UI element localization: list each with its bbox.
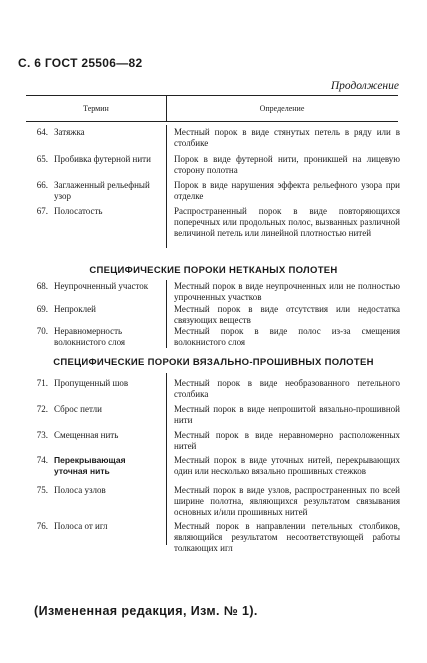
- term-number: 68.: [36, 281, 48, 291]
- term-number: 69.: [36, 304, 48, 314]
- term-name: Смещенная нить: [54, 430, 119, 440]
- term-definition: Местный порок в виде необразованного петельного столбика: [174, 378, 400, 399]
- term-name: Заглаженный рельефный узор: [54, 180, 150, 201]
- section-title-stitch-bonded: СПЕЦИФИЧЕСКИЕ ПОРОКИ ВЯЗАЛЬНО-ПРОШИВНЫХ ПОЛОТЕН: [53, 357, 374, 368]
- table-top-rule: [26, 95, 398, 96]
- term-definition: Местный порок в виде отсутствия или недостатка связующих веществ: [174, 304, 400, 325]
- term-number: 76.: [36, 521, 48, 531]
- continuation-label: Продолжение: [330, 80, 399, 92]
- term-number: 72.: [36, 404, 48, 414]
- term-name: Непроклей: [54, 304, 96, 314]
- term-number: 75.: [36, 485, 48, 495]
- term-name: Перекрывающая уточная нить: [54, 455, 126, 476]
- term-definition: Порок в виде футерной нити, проникшей на лицевую сторону полотна: [174, 154, 400, 175]
- header-definition: Определение: [259, 104, 305, 113]
- term-number: 71.: [36, 378, 48, 388]
- header-term: Термин: [83, 104, 109, 113]
- term-definition: Порок в виде нарушения эффекта рельефного узора при отделке: [174, 180, 400, 201]
- term-number: 67.: [36, 206, 48, 216]
- term-definition: Местный порок в виде неупрочненных или не полностью упрочненных участков: [174, 281, 400, 302]
- group3-divider: [166, 373, 167, 545]
- term-name: Неупрочненный участок: [54, 281, 149, 291]
- term-name: Полосатость: [54, 206, 103, 216]
- section-title-nonwoven: СПЕЦИФИЧЕСКИЕ ПОРОКИ НЕТКАНЫХ ПОЛОТЕН: [89, 265, 338, 276]
- term-definition: Местный порок в виде неравномерно расположенных нитей: [174, 430, 400, 451]
- group1-divider: [166, 125, 167, 248]
- page-header: С. 6 ГОСТ 25506—82: [18, 56, 143, 70]
- term-definition: Местный порок в направлении петельных столбиков, являющийся результатом несоответствующей работы толкающих игл: [174, 521, 400, 553]
- term-definition: Местный порок в виде узлов, распространенных по всей ширине полотна, являющихся результатом связывания основных и/или прошивных нитей: [174, 485, 400, 517]
- term-name: Неравномерность волокнистого слоя: [54, 326, 126, 347]
- term-number: 64.: [36, 127, 48, 137]
- term-name: Сброс петли: [54, 404, 102, 414]
- amendment-note: (Измененная редакция, Изм. № 1).: [34, 604, 258, 618]
- term-definition: Распространенный порок в виде повторяющихся поперечных или продольных полос, вызванных различной величиной петель или линейной плотностью нитей: [174, 206, 400, 238]
- term-name: Пробивка футерной нити: [54, 154, 151, 164]
- term-definition: Местный порок в виде непрошитой вязально-прошивной нити: [174, 404, 400, 425]
- term-number: 74.: [36, 455, 48, 465]
- header-bottom-rule: [26, 121, 398, 122]
- term-number: 73.: [36, 430, 48, 440]
- term-definition: Местный порок в виде полос из-за смещения волокнистого слоя: [174, 326, 400, 347]
- term-number: 70.: [36, 326, 48, 336]
- group2-divider: [166, 280, 167, 348]
- term-definition: Местный порок в виде уточных нитей, перекрывающих один или несколько вязально прошивных стежков: [174, 455, 400, 476]
- term-definition: Местный порок в виде стянутых петель в ряду или в столбике: [174, 127, 400, 148]
- term-number: 65.: [36, 154, 48, 164]
- term-name: Полоса от игл: [54, 521, 108, 531]
- term-number: 66.: [36, 180, 48, 190]
- term-name: Пропущенный шов: [54, 378, 129, 388]
- term-name: Затяжка: [54, 127, 85, 137]
- term-name: Полоса узлов: [54, 485, 106, 495]
